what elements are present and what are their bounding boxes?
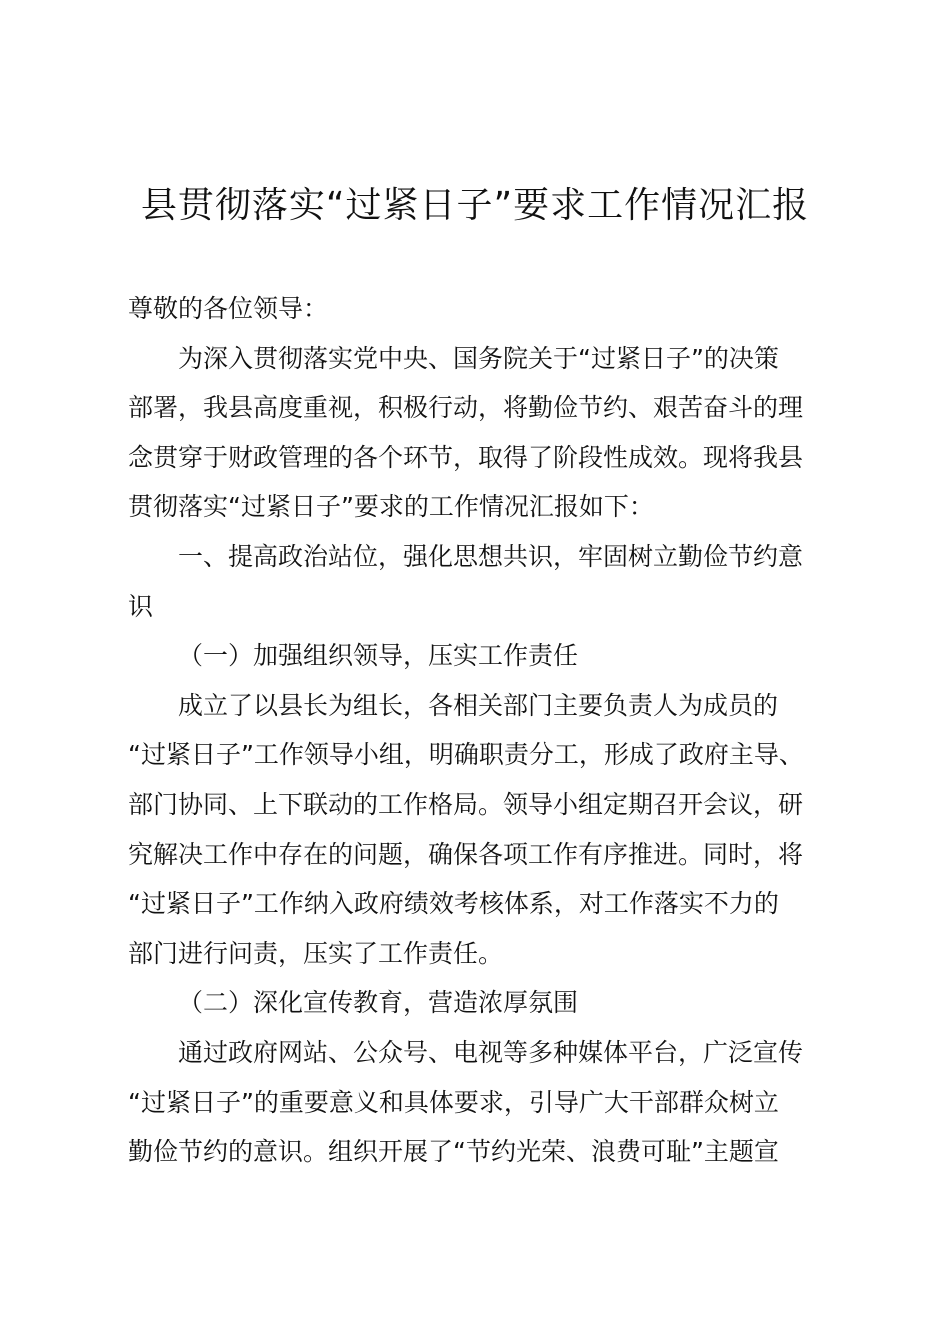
document-title: 县贯彻落实“过紧日子”要求工作情况汇报 xyxy=(140,185,810,226)
paragraph-line: 究解决工作中存在的问题，确保各项工作有序推进。同时，将 xyxy=(128,839,804,869)
intro-paragraph-line: 贯彻落实“过紧日子”要求的工作情况汇报如下： xyxy=(128,492,654,522)
subsection-heading: （一）加强组织领导，压实工作责任 xyxy=(178,641,579,671)
intro-paragraph-line: 念贯穿于财政管理的各个环节，取得了阶段性成效。现将我县 xyxy=(128,442,804,472)
paragraph-line: 勤俭节约的意识。组织开展了“节约光荣、浪费可耻”主题宣 xyxy=(128,1137,779,1167)
section-heading-line: 一、提高政治站位，强化思想共识，牢固树立勤俭节约意 xyxy=(178,541,804,571)
paragraph-line: “过紧日子”的重要意义和具体要求，引导广大干部群众树立 xyxy=(128,1087,779,1117)
subsection-heading: （二）深化宣传教育，营造浓厚氛围 xyxy=(178,988,579,1018)
paragraph-line: 成立了以县长为组长，各相关部门主要负责人为成员的 xyxy=(178,690,779,720)
section-heading-line: 识 xyxy=(128,591,154,621)
salutation-line: 尊敬的各位领导： xyxy=(128,294,329,323)
intro-paragraph-line: 为深入贯彻落实党中央、国务院关于“过紧日子”的决策 xyxy=(178,343,779,373)
paragraph-line: “过紧日子”工作纳入政府绩效考核体系，对工作落实不力的 xyxy=(128,889,779,919)
intro-paragraph-line: 部署，我县高度重视，积极行动，将勤俭节约、艰苦奋斗的理 xyxy=(128,393,804,423)
paragraph-line: 通过政府网站、公众号、电视等多种媒体平台，广泛宣传 xyxy=(178,1037,804,1067)
paragraph-line: 部门进行问责，压实了工作责任。 xyxy=(128,938,504,968)
paragraph-line: “过紧日子”工作领导小组，明确职责分工，形成了政府主导、 xyxy=(128,740,804,770)
document-body xyxy=(128,284,840,1177)
paragraph-line: 部门协同、上下联动的工作格局。领导小组定期召开会议，研 xyxy=(128,789,804,819)
